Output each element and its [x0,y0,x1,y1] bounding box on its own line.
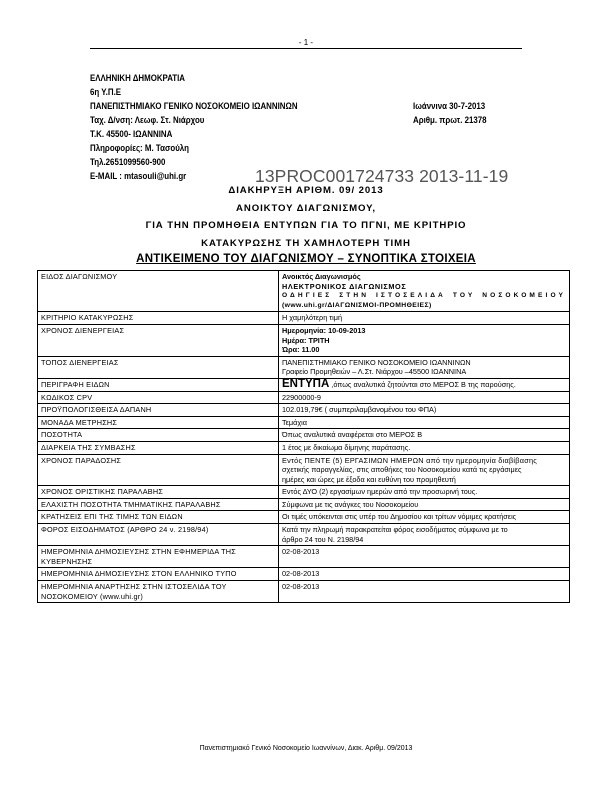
row-value [279,391,570,404]
date-reference-block [413,99,487,127]
items-description: ,όπως αναλυτικά ζητούνται στο ΜΕΡΟΣ Β της παρούσης. [329,379,516,389]
value-line: ημέρες και ώρες με έξοδα και ευθύνη του προμηθευτή [282,474,456,484]
row-label: ΧΡΟΝΟΣ ΟΡΙΣΤΙΚΗΣ ΠΑΡΑΛΑΒΗΣ [38,486,279,499]
row-label: ΚΡΙΤΗΡΙΟ ΚΑΤΑΚΥΡΩΣΗΣ [38,312,279,325]
table-row [38,391,570,404]
sender-line-email: E-MAIL : mtasouli@uhi.gr [90,171,187,181]
row-value [279,581,570,603]
value-line: Τεμάχια [282,417,308,427]
table-row [38,312,570,325]
value-line: 02-08-2013 [282,569,320,579]
row-label: ΗΜΕΡΟΜΗΝΙΑ ΔΗΜΟΣΙΕΥΣΗΣ ΣΤΗΝ ΕΦΗΜΕΡΙΔΑ ΤΗΣ ΚΥΒΕΡΝΗΣΗΣ [38,546,279,568]
document-date: Ιωάννινα 30-7-2013 [413,101,486,111]
row-value [279,404,570,417]
table-row [38,429,570,442]
summary-table-body [38,271,570,603]
row-label: ΦΟΡΟΣ ΕΙΣΟΔΗΜΑΤΟΣ (ΑΡΘΡΟ 24 ν. 2198/94) [38,524,279,546]
sender-line-address: Ταχ. Δ/νση: Λεωφ. Στ. Νιάρχου [90,115,205,125]
row-value [279,546,570,568]
table-row [38,568,570,581]
row-label: ΠΡΟΫΠΟΛΟΓΙΣΘΕΙΣΑ ΔΑΠΑΝΗ [38,404,279,417]
title-line: ΓΙΑ ΤΗΝ ΠΡΟΜΗΘΕΙΑ ΕΝΤΥΠΩΝ ΓΙΑ ΤΟ ΠΓΝΙ, ΜΕ ΚΡΙΤΗΡΙΟ [145,220,467,231]
table-row [38,441,570,454]
table-row [38,524,570,546]
value-line: 1 έτος με δικαίωμα δίμηνης παράτασης. [282,442,411,452]
row-value [279,441,570,454]
row-label: ΕΙΔΟΣ ΔΙΑΓΩΝΙΣΜΟΥ [38,271,279,312]
table-row [38,356,570,378]
value-line: Σύμφωνα με τις ανάγκες του Νοσοκομείου [282,499,419,509]
value-line: 02-08-2013 [282,547,320,557]
value-line: Κατά την πληρωμή παρακρατείται φόρος εισοδήματος σύμφωνα με το [282,525,508,535]
row-value [279,511,570,524]
value-line: Η χαμηλότερη τιμή [282,313,343,323]
table-row [38,546,570,568]
row-value [279,498,570,511]
row-value [279,324,570,356]
row-label: ΔΙΑΡΚΕΙΑ ΤΗΣ ΣΥΜΒΑΣΗΣ [38,441,279,454]
value-line: (www.uhi.gr/ΔΙΑΓΩΝΙΣΜΟΙ-ΠΡΟΜΗΘΕΙΕΣ) [282,301,432,309]
value-line: Εντός ΔΥΟ (2) εργασίμων ημερών από την προσωρινή τους. [282,487,478,497]
table-row [38,378,570,391]
table-row [38,454,570,486]
row-label: ΠΕΡΙΓΡΑΦΗ ΕΙΔΩΝ [38,378,279,391]
value-line: σχετικής παραγγελίας, στις αποθήκες του Νοσοκομείου κατά τις εργάσιμες [282,465,522,475]
row-value [279,454,570,486]
row-value [279,356,570,378]
sender-line-postcode: Τ.Κ. 45500- ΙΩΑΝΝΙΝΑ [90,129,173,139]
value-line: ΟΔΗΓΙΕΣ ΣΤΗΝ ΙΣΤΟΣΕΛΙΔΑ ΤΟΥ ΝΟΣΟΚΟΜΕΙΟΥ [282,292,566,300]
row-label: ΜΟΝΑΔΑ ΜΕΤΡΗΣΗΣ [38,416,279,429]
table-row [38,511,570,524]
table-row [38,486,570,499]
items-keyword: ΕΝΤΥΠΑ [282,378,330,390]
row-label: ΚΩΔΙΚΟΣ CPV [38,391,279,404]
value-line: Ημέρα: ΤΡΙΤΗ [282,335,330,345]
row-label: ΕΛΑΧΙΣΤΗ ΠΟΣΟΤΗΤΑ ΤΜΗΜΑΤΙΚΗΣ ΠΑΡΑΛΑΒΗΣ [38,498,279,511]
table-row [38,271,570,312]
row-value [279,568,570,581]
value-line: 02-08-2013 [282,582,320,592]
row-label: ΧΡΟΝΟΣ ΔΙΕΝΕΡΓΕΙΑΣ [38,324,279,356]
row-label: ΧΡΟΝΟΣ ΠΑΡΑΔΟΣΗΣ [38,454,279,486]
row-label: ΚΡΑΤΗΣΕΙΣ ΕΠΙ ΤΗΣ ΤΙΜΗΣ ΤΩΝ ΕΙΔΩΝ [38,511,279,524]
sender-line-phone: Τηλ.2651099560-900 [90,157,166,167]
value-line: Γραφείο Προμηθειών – Λ.Στ. Νιάρχου –45500 ΙΩΑΝΝΙΝΑ [282,367,467,377]
table-row [38,324,570,356]
row-label: ΤΟΠΟΣ ΔΙΕΝΕΡΓΕΙΑΣ [38,356,279,378]
row-value [279,378,570,391]
sender-line-country: ΕΛΛΗΝΙΚΗ ΔΗΜΟΚΡΑΤΙΑ [90,73,186,83]
row-label: ΠΟΣΟΤΗΤΑ [38,429,279,442]
value-line: Ανοικτός Διαγωνισμός [282,272,361,281]
row-value [279,271,570,312]
row-label: ΗΜΕΡΟΜΗΝΙΑ ΑΝΑΡΤΗΣΗΣ ΣΤΗΝ ΙΣΤΟΣΕΛΙΔΑ ΤΟΥ ΝΟΣΟΚΟΜΕΙΟΥ (www.uhi.gr) [38,581,279,603]
row-label: ΗΜΕΡΟΜΗΝΙΑ ΔΗΜΟΣΙΕΥΣΗΣ ΣΤΟΝ ΕΛΛΗΝΙΚΟ ΤΥΠΟ [38,568,279,581]
page-number: - 1 - [298,38,314,47]
protocol-number: Αριθμ. πρωτ. 21378 [413,115,487,125]
value-line: Εντός ΠΕΝΤΕ (5) ΕΡΓΑΣΙΜΩΝ ΗΜΕΡΩΝ από την ημερομηνία διαβίβασης [282,455,538,465]
table-row [38,581,570,603]
sender-line-ype: 6η Υ.Π.Ε [90,87,122,97]
sender-line-hospital: ΠΑΝΕΠΙΣΤΗΜΙΑΚΟ ΓΕΝΙΚΟ ΝΟΣΟΚΟΜΕΙΟ ΙΩΑΝΝΙΝΩΝ [90,101,298,111]
registry-stamp: 13PROC001724733 2013-11-19 [255,166,509,186]
table-row [38,416,570,429]
subject-heading: ΑΝΤΙΚΕΙΜΕΝΟ ΤΟΥ ΔΙΑΓΩΝΙΣΜΟΥ – ΣΥΝΟΠΤΙΚΑ ΣΤΟΙΧΕΙΑ [136,253,476,265]
row-value [279,524,570,546]
value-line: 22900000-9 [282,392,321,402]
title-line: ΔΙΑΚΗΡΥΞΗ ΑΡΙΘΜ. 09/ 2013 [228,185,384,196]
value-line: άρθρο 24 του Ν. 2198/94 [282,534,364,544]
title-line: ΑΝΟΙΚΤΟΥ ΔΙΑΓΩΝΙΣΜΟΥ, [236,202,376,214]
sender-line-contact: Πληροφορίες: Μ. Τασούλη [90,143,190,153]
value-line: Οι τιμές υπόκεινται στις υπέρ του Δημοσίου και τρίτων νόμιμες κρατήσεις [282,512,517,522]
top-rule [90,48,522,49]
document-title [0,182,612,252]
value-line: Ώρα: 11.00 [282,345,320,355]
table-row [38,404,570,417]
value-line: ΗΛΕΚΤΡΟΝΙΚΟΣ ΔΙΑΓΩΝΙΣΜΟΣ [282,281,407,291]
summary-table [37,270,570,603]
row-value [279,416,570,429]
value-line: Όπως αναλυτικά αναφέρεται στο ΜΕΡΟΣ Β [282,430,423,440]
table-row [38,498,570,511]
value-line: Ημερομηνία: 10-09-2013 [282,325,366,335]
row-value [279,429,570,442]
row-value [279,486,570,499]
value-line: 102.019,79€ ( συμπεριλαμβανομένου του ΦΠΑ) [282,405,437,415]
title-line: ΚΑΤΑΚΥΡΩΣΗΣ ΤΗ ΧΑΜΗΛΟΤΕΡΗ ΤΙΜΗ [201,237,411,249]
page-footer: Πανεπιστημιακό Γενικό Νοσοκομείο Ιωαννίνων, Διακ. Αριθμ. 09/2013 [199,745,413,752]
row-value [279,312,570,325]
value-line: ΠΑΝΕΠΙΣΤΗΜΙΑΚΟ ΓΕΝΙΚΟ ΝΟΣΟΚΟΜΕΙΟ ΙΩΑΝΝΙΝΩΝ [282,357,471,367]
